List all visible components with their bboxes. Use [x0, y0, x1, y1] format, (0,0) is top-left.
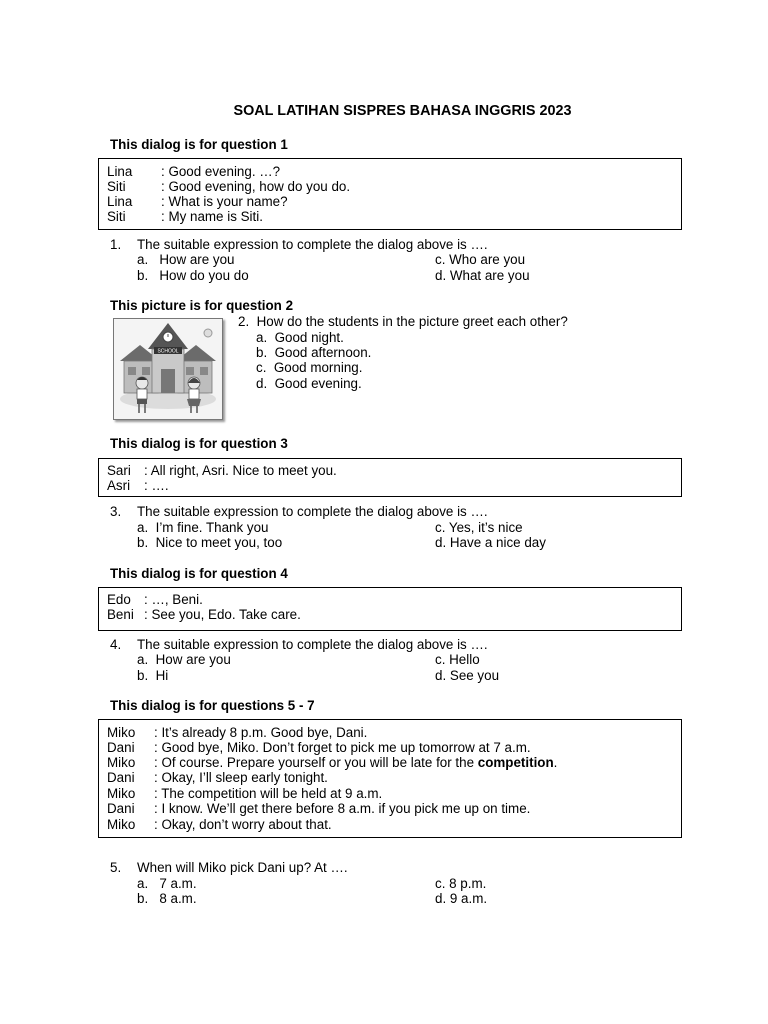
speaker: Asri: [107, 478, 131, 493]
utterance: : What is your name?: [161, 194, 288, 209]
option-d: d. See you: [435, 668, 500, 683]
dialog-box-q5-7: [98, 719, 682, 838]
option-b: b. Nice to meet you, too: [137, 535, 283, 550]
school-picture: [113, 318, 223, 420]
option-c: c. Who are you: [435, 252, 526, 267]
utterance: : Good evening, how do you do.: [161, 179, 351, 194]
speaker: Edo: [107, 592, 131, 607]
utterance: : The competition will be held at 9 a.m.: [154, 786, 383, 801]
utterance: : Good evening. …?: [161, 164, 281, 179]
option-d: d. 9 a.m.: [435, 891, 488, 906]
option-a: a. How are you: [137, 652, 231, 667]
option-a: a. I’m fine. Thank you: [137, 520, 269, 535]
option-d: d. Have a nice day: [435, 535, 546, 550]
option-b: b. How do you do: [137, 268, 249, 283]
question-text: When will Miko pick Dani up? At ….: [137, 860, 348, 875]
option-a: a. Good night.: [256, 330, 344, 345]
option-c: c. Hello: [435, 652, 480, 667]
speaker: Sari: [107, 463, 131, 478]
question-text: The suitable expression to complete the dialog above is ….: [137, 504, 488, 519]
bold-word: competition: [477, 755, 554, 770]
utterance: : All right, Asri. Nice to meet you.: [144, 463, 337, 478]
question-text: The suitable expression to complete the dialog above is ….: [137, 637, 488, 652]
school-sign: SCHOOL: [157, 348, 179, 355]
speaker: Lina: [107, 194, 133, 209]
utterance: : …, Beni.: [144, 592, 203, 607]
utterance: [154, 755, 557, 770]
speaker: Beni: [107, 607, 134, 622]
school-illustration: [114, 319, 222, 419]
option-a: a. How are you: [137, 252, 235, 267]
speaker: Miko: [107, 725, 136, 740]
option-c: c. Good morning.: [256, 360, 363, 375]
question-number: 3.: [110, 504, 122, 519]
question-number: 1.: [110, 237, 122, 252]
utterance-tail: .: [553, 755, 558, 770]
utterance: : I know. We’ll get there before 8 a.m. if you pick me up on time.: [154, 801, 531, 816]
section-heading-q1: This dialog is for question 1: [110, 137, 288, 152]
section-heading-q4: This dialog is for question 4: [110, 566, 288, 581]
question-number: 5.: [110, 860, 122, 875]
option-d: d. What are you: [435, 268, 530, 283]
page-title: SOAL LATIHAN SISPRES BAHASA INGGRIS 2023: [233, 103, 572, 119]
option-c: c. 8 p.m.: [435, 876, 487, 891]
section-heading-q2: This picture is for question 2: [110, 298, 294, 313]
option-b: b. Good afternoon.: [256, 345, 372, 360]
section-heading-q5-7: This dialog is for questions 5 - 7: [110, 698, 315, 713]
speaker: Dani: [107, 740, 135, 755]
speaker: Dani: [107, 801, 135, 816]
utterance: : Okay, don’t worry about that.: [154, 817, 332, 832]
option-a: a. 7 a.m.: [137, 876, 197, 891]
utterance: : It’s already 8 p.m. Good bye, Dani.: [154, 725, 368, 740]
speaker: Siti: [107, 179, 126, 194]
dialog-box-q3: [98, 458, 682, 497]
utterance: : Okay, I’ll sleep early tonight.: [154, 770, 328, 785]
utterance: : Good bye, Miko. Don’t forget to pick me up tomorrow at 7 a.m.: [154, 740, 531, 755]
option-b: b. 8 a.m.: [137, 891, 197, 906]
utterance: : See you, Edo. Take care.: [144, 607, 301, 622]
speaker: Miko: [107, 755, 136, 770]
speaker: Miko: [107, 786, 136, 801]
utterance: : My name is Siti.: [161, 209, 263, 224]
section-heading-q3: This dialog is for question 3: [110, 436, 288, 451]
utterance-text: : Of course. Prepare yourself or you will be late for the: [154, 755, 478, 770]
option-b: b. Hi: [137, 668, 169, 683]
speaker: Miko: [107, 817, 136, 832]
speaker: Siti: [107, 209, 126, 224]
dialog-box-q1: [98, 158, 682, 230]
question-number: 4.: [110, 637, 122, 652]
speaker: Dani: [107, 770, 135, 785]
speaker: Lina: [107, 164, 133, 179]
option-d: d. Good evening.: [256, 376, 362, 391]
option-c: c. Yes, it’s nice: [435, 520, 523, 535]
question-text: The suitable expression to complete the dialog above is ….: [137, 237, 488, 252]
utterance: : ….: [144, 478, 169, 493]
dialog-box-q4: [98, 587, 682, 631]
question-text: 2. How do the students in the picture greet each other?: [238, 314, 568, 329]
